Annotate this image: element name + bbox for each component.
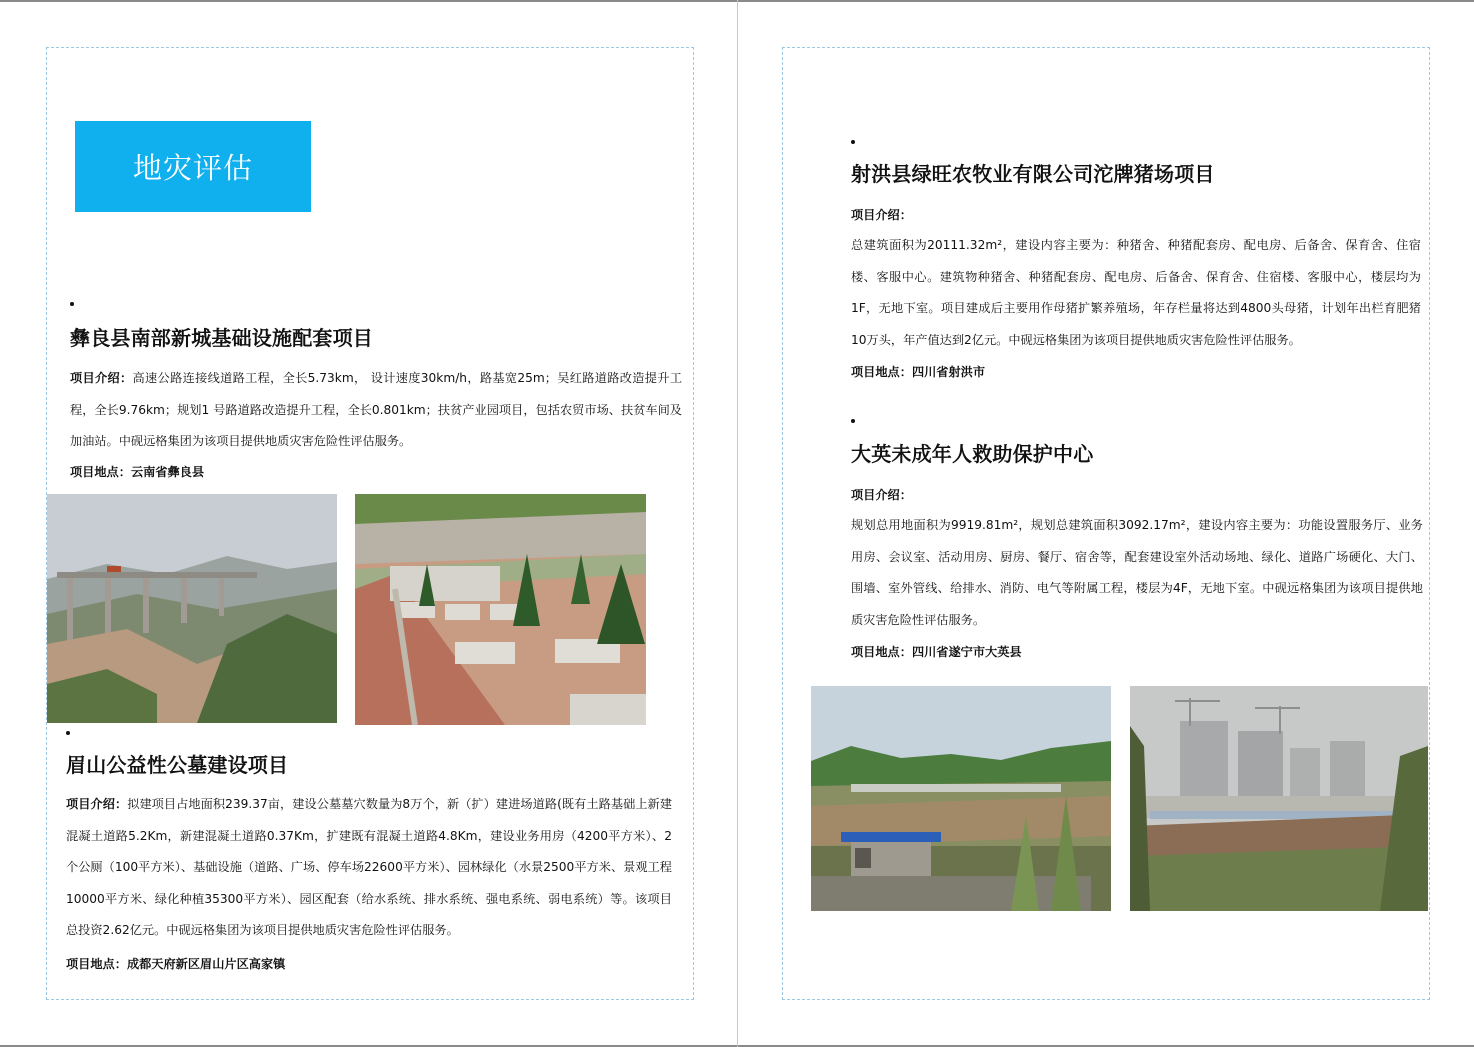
- book-spine-divider: [737, 0, 738, 1047]
- project-intro: [70, 363, 682, 458]
- location-label: 项目地点：: [851, 365, 912, 379]
- project-location: [66, 955, 285, 972]
- intro-label: 项目介绍：: [851, 488, 912, 502]
- bullet: [70, 302, 74, 306]
- project-intro-text: 规划总用地面积为9919.81m²，规划总建筑面积3092.17m²，建设内容主要为：功能设置服务厅、业务用房、会议室、活动用房、厨房、餐厅、宿舍等，配套建设室外活动场地、绿化、道路广场硬化、大门、围墙、室外管线、给排水、消防、电气等附属工程，楼层为4F，无地下室。中砚远格集团为该项目提供地质灾害危险性评估服务。: [851, 518, 1423, 627]
- intro-heading: [851, 206, 912, 223]
- intro-heading: [851, 486, 912, 503]
- project-title: 彝良县南部新城基础设施配套项目: [70, 326, 373, 350]
- location-value: 四川省遂宁市大英县: [911, 645, 1022, 659]
- bridge-photo: [47, 494, 337, 723]
- project-intro-text: 总建筑面积为20111.32m²，建设内容主要为：种猪舍、种猪配套房、配电房、后备舍、保育舍、住宿楼、客服中心。建筑物种猪舍、种猪配套房、配电房、后备舍、保育舍、住宿楼、客服中心，楼层均为1F，无地下室。项目建成后主要用作母猪扩繁养殖场，年存栏量将达到4800头母猪，计划年出栏育肥猪10万头，年产值达到2亿元。中砚远格集团为该项目提供地质灾害危险性评估服务。: [851, 238, 1421, 347]
- bullet: [851, 140, 855, 144]
- location-label: 项目地点：: [851, 645, 912, 659]
- location-value: 成都天府新区眉山片区高家镇: [126, 957, 286, 971]
- project-location: [851, 363, 985, 380]
- project-title: 大英未成年人救助保护中心: [851, 442, 1094, 466]
- cemetery-photo: [355, 494, 646, 725]
- intro-label: 项目介绍：: [70, 371, 133, 385]
- bullet: [66, 731, 70, 735]
- intro-label: 项目介绍：: [851, 208, 912, 222]
- project-title: 射洪县绿旺农牧业有限公司沱牌猪场项目: [851, 162, 1215, 186]
- location-value: 四川省射洪市: [911, 365, 986, 379]
- location-label: 项目地点：: [70, 465, 131, 479]
- project-location: [70, 463, 204, 480]
- construction-site-photo: [1130, 686, 1428, 911]
- intro-label: 项目介绍：: [66, 797, 128, 811]
- project-title: 眉山公益性公墓建设项目: [66, 753, 289, 777]
- category-tag: 地灾评估: [75, 121, 311, 212]
- bullet: [851, 419, 855, 423]
- field-photo: [811, 686, 1111, 911]
- project-intro: [66, 789, 672, 947]
- location-label: 项目地点：: [66, 957, 127, 971]
- intro-text: 拟建项目占地面积239.37亩，建设公墓墓穴数量为8万个，新（扩）建进场道路(既有土路基础上新建混凝土道路5.2Km，新建混凝土道路0.37Km，扩建既有混凝土道路4.8Km，建设业务用房（4200平方米）、2个公厕（100平方米）、基础设施（道路、广场、停车场22600平方米）、园林绿化（水景2500平方米、景观工程10000平方米、绿化种植35300平方米）、园区配套（给水系统、排水系统、强电系统、弱电系统）等。该项目总投资2.62亿元。中砚远格集团为该项目提供地质灾害危险性评估服务。: [66, 797, 673, 937]
- intro-text: 高速公路连接线道路工程，全长5.73km， 设计速度30km/h，路基宽25m；吴红路道路改造提升工程，全长9.76km；规划1 号路道路改造提升工程，全长0.801km；扶贫产业园项目，包括农贸市场、扶贫车间及加油站。中砚远格集团为该项目提供地质灾害危险性评估服务。: [70, 371, 683, 448]
- project-location: [851, 643, 1022, 660]
- location-value: 云南省彝良县: [130, 465, 205, 479]
